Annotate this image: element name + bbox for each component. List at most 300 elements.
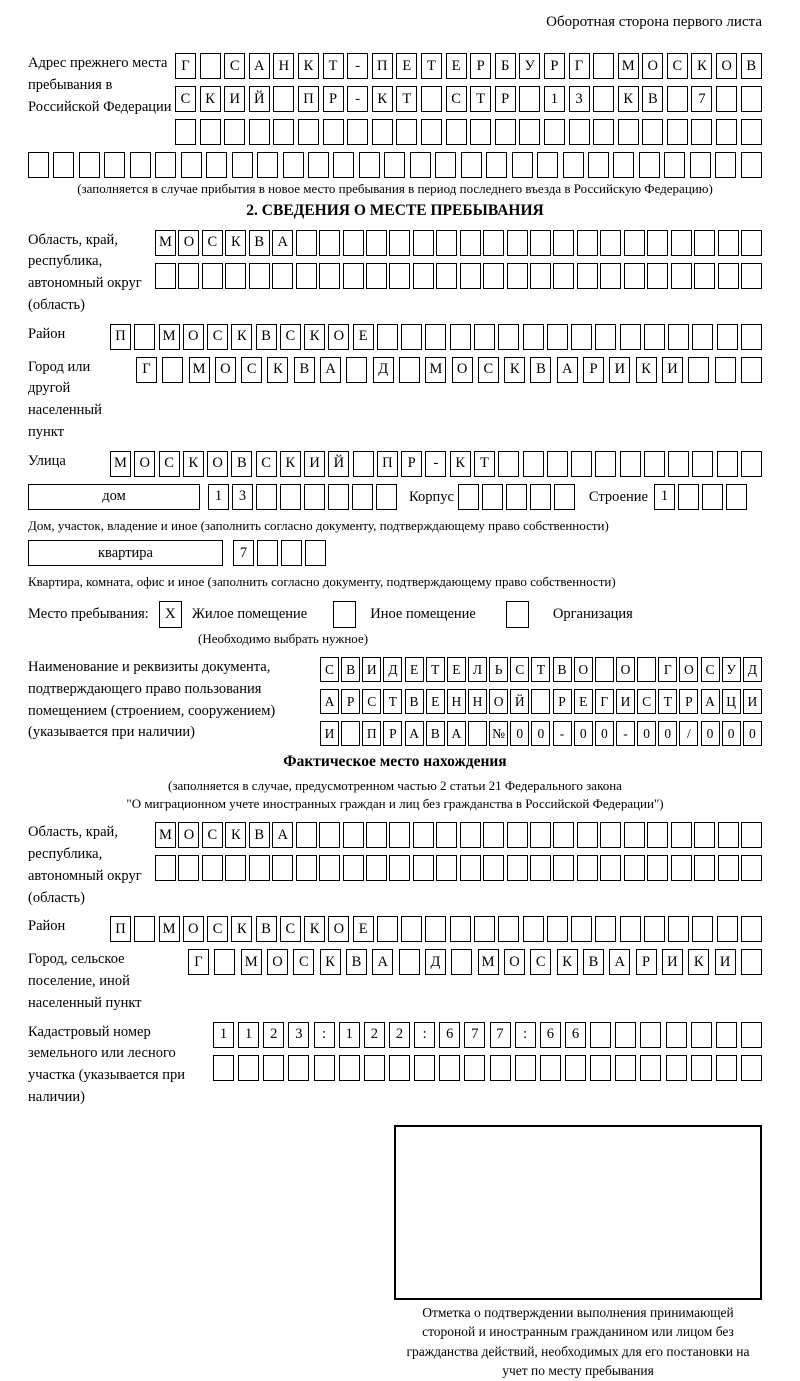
char-cell[interactable]	[273, 119, 294, 145]
char-cell[interactable]	[624, 855, 645, 881]
char-cell[interactable]	[547, 916, 568, 942]
char-cell[interactable]: У	[519, 53, 540, 79]
char-cell[interactable]: Г	[595, 689, 614, 714]
char-cell[interactable]: 0	[510, 721, 529, 746]
char-cell[interactable]: О	[616, 657, 635, 682]
char-cell[interactable]: 1	[654, 484, 675, 510]
char-cell[interactable]: Г	[175, 53, 196, 79]
char-cell[interactable]: О	[328, 916, 349, 942]
char-cell[interactable]: С	[202, 822, 223, 848]
char-cell[interactable]: К	[280, 451, 301, 477]
char-cell[interactable]: Г	[136, 357, 157, 383]
char-cell[interactable]	[718, 263, 739, 289]
char-cell[interactable]	[498, 916, 519, 942]
char-cell[interactable]	[359, 152, 380, 178]
char-cell[interactable]: 1	[208, 484, 229, 510]
char-cell[interactable]	[590, 1022, 611, 1048]
char-cell[interactable]: М	[155, 822, 176, 848]
char-cell[interactable]	[155, 855, 176, 881]
char-cell[interactable]	[647, 230, 668, 256]
char-cell[interactable]: В	[231, 451, 252, 477]
char-cell[interactable]	[384, 152, 405, 178]
char-cell[interactable]: С	[207, 916, 228, 942]
char-cell[interactable]: П	[362, 721, 381, 746]
char-cell[interactable]: Р	[495, 86, 516, 112]
char-cell[interactable]	[436, 855, 457, 881]
char-cell[interactable]	[692, 451, 713, 477]
char-cell[interactable]: С	[667, 53, 688, 79]
char-cell[interactable]	[647, 855, 668, 881]
char-cell[interactable]	[343, 822, 364, 848]
char-cell[interactable]	[553, 855, 574, 881]
char-cell[interactable]: И	[662, 949, 683, 975]
char-cell[interactable]: С	[280, 916, 301, 942]
char-cell[interactable]	[553, 230, 574, 256]
char-cell[interactable]	[305, 540, 326, 566]
char-cell[interactable]: И	[743, 689, 762, 714]
char-cell[interactable]: В	[426, 721, 445, 746]
char-cell[interactable]	[715, 357, 736, 383]
char-cell[interactable]: В	[405, 689, 424, 714]
char-cell[interactable]	[304, 484, 325, 510]
char-cell[interactable]	[716, 1022, 737, 1048]
char-cell[interactable]: 0	[701, 721, 720, 746]
char-cell[interactable]: Г	[569, 53, 590, 79]
char-cell[interactable]: А	[609, 949, 630, 975]
char-cell[interactable]: 0	[595, 721, 614, 746]
char-cell[interactable]	[553, 822, 574, 848]
char-cell[interactable]: О	[716, 53, 737, 79]
char-cell[interactable]	[595, 324, 616, 350]
char-cell[interactable]: С	[478, 357, 499, 383]
char-cell[interactable]	[691, 1022, 712, 1048]
char-cell[interactable]: Й	[510, 689, 529, 714]
char-cell[interactable]	[718, 230, 739, 256]
char-cell[interactable]	[464, 1055, 485, 1081]
char-cell[interactable]: :	[314, 1022, 335, 1048]
char-cell[interactable]: К	[200, 86, 221, 112]
char-cell[interactable]: Н	[468, 689, 487, 714]
char-cell[interactable]: В	[341, 657, 360, 682]
char-cell[interactable]: С	[159, 451, 180, 477]
char-cell[interactable]	[353, 451, 374, 477]
char-cell[interactable]: В	[741, 53, 762, 79]
char-cell[interactable]	[272, 855, 293, 881]
char-cell[interactable]	[595, 916, 616, 942]
char-cell[interactable]	[366, 230, 387, 256]
char-cell[interactable]: О	[183, 916, 204, 942]
char-cell[interactable]: -	[616, 721, 635, 746]
char-cell[interactable]: 3	[569, 86, 590, 112]
char-cell[interactable]	[530, 263, 551, 289]
char-cell[interactable]	[232, 152, 253, 178]
char-cell[interactable]	[178, 263, 199, 289]
char-cell[interactable]	[690, 152, 711, 178]
char-cell[interactable]: Л	[468, 657, 487, 682]
char-cell[interactable]	[343, 230, 364, 256]
char-cell[interactable]	[425, 324, 446, 350]
char-cell[interactable]	[718, 822, 739, 848]
char-cell[interactable]: 7	[490, 1022, 511, 1048]
char-cell[interactable]: В	[249, 230, 270, 256]
char-cell[interactable]	[435, 152, 456, 178]
char-cell[interactable]: Й	[249, 86, 270, 112]
char-cell[interactable]	[668, 324, 689, 350]
char-cell[interactable]: 0	[637, 721, 656, 746]
char-cell[interactable]	[512, 152, 533, 178]
char-cell[interactable]: В	[346, 949, 367, 975]
char-cell[interactable]	[308, 152, 329, 178]
char-cell[interactable]	[507, 822, 528, 848]
char-cell[interactable]	[178, 855, 199, 881]
char-cell[interactable]	[671, 230, 692, 256]
char-cell[interactable]	[547, 324, 568, 350]
char-cell[interactable]	[600, 822, 621, 848]
char-cell[interactable]: В	[642, 86, 663, 112]
char-cell[interactable]: К	[691, 53, 712, 79]
char-cell[interactable]	[577, 230, 598, 256]
char-cell[interactable]: В	[256, 916, 277, 942]
char-cell[interactable]: О	[183, 324, 204, 350]
char-cell[interactable]: 0	[658, 721, 677, 746]
char-cell[interactable]: П	[110, 916, 131, 942]
char-cell[interactable]	[214, 949, 235, 975]
char-cell[interactable]: О	[178, 822, 199, 848]
char-cell[interactable]	[530, 855, 551, 881]
char-cell[interactable]	[399, 949, 420, 975]
char-cell[interactable]: И	[320, 721, 339, 746]
char-cell[interactable]	[296, 263, 317, 289]
char-cell[interactable]	[741, 822, 762, 848]
char-cell[interactable]	[523, 324, 544, 350]
char-cell[interactable]	[213, 1055, 234, 1081]
char-cell[interactable]	[639, 152, 660, 178]
char-cell[interactable]: В	[530, 357, 551, 383]
house-type-box[interactable]: дом	[28, 484, 200, 510]
char-cell[interactable]	[249, 855, 270, 881]
char-cell[interactable]	[450, 916, 471, 942]
char-cell[interactable]	[238, 1055, 259, 1081]
char-cell[interactable]	[577, 263, 598, 289]
char-cell[interactable]: К	[688, 949, 709, 975]
char-cell[interactable]: 0	[743, 721, 762, 746]
char-cell[interactable]	[399, 357, 420, 383]
char-cell[interactable]	[323, 119, 344, 145]
char-cell[interactable]: О	[489, 689, 508, 714]
char-cell[interactable]: О	[452, 357, 473, 383]
char-cell[interactable]: Е	[353, 324, 374, 350]
char-cell[interactable]: С	[224, 53, 245, 79]
char-cell[interactable]: Т	[474, 451, 495, 477]
char-cell[interactable]: М	[618, 53, 639, 79]
char-cell[interactable]: Н	[447, 689, 466, 714]
char-cell[interactable]: 1	[238, 1022, 259, 1048]
checkbox-other-premises[interactable]	[333, 601, 356, 628]
char-cell[interactable]	[624, 822, 645, 848]
char-cell[interactable]: У	[722, 657, 741, 682]
char-cell[interactable]: -	[347, 53, 368, 79]
char-cell[interactable]	[396, 119, 417, 145]
char-cell[interactable]: С	[256, 451, 277, 477]
char-cell[interactable]	[726, 484, 747, 510]
char-cell[interactable]	[439, 1055, 460, 1081]
char-cell[interactable]	[741, 855, 762, 881]
char-cell[interactable]	[664, 152, 685, 178]
char-cell[interactable]	[530, 484, 551, 510]
char-cell[interactable]	[249, 263, 270, 289]
char-cell[interactable]: 6	[439, 1022, 460, 1048]
char-cell[interactable]	[249, 119, 270, 145]
char-cell[interactable]: Е	[447, 657, 466, 682]
char-cell[interactable]: С	[241, 357, 262, 383]
char-cell[interactable]	[134, 916, 155, 942]
char-cell[interactable]: К	[450, 451, 471, 477]
char-cell[interactable]	[389, 263, 410, 289]
char-cell[interactable]	[273, 86, 294, 112]
char-cell[interactable]	[339, 1055, 360, 1081]
char-cell[interactable]: М	[241, 949, 262, 975]
char-cell[interactable]: О	[574, 657, 593, 682]
char-cell[interactable]	[483, 230, 504, 256]
char-cell[interactable]	[531, 689, 550, 714]
char-cell[interactable]	[296, 230, 317, 256]
char-cell[interactable]	[718, 855, 739, 881]
char-cell[interactable]	[553, 263, 574, 289]
char-cell[interactable]: Е	[426, 689, 445, 714]
char-cell[interactable]: К	[618, 86, 639, 112]
char-cell[interactable]: К	[320, 949, 341, 975]
char-cell[interactable]	[647, 263, 668, 289]
char-cell[interactable]	[593, 86, 614, 112]
char-cell[interactable]: 7	[464, 1022, 485, 1048]
char-cell[interactable]	[637, 657, 656, 682]
char-cell[interactable]	[666, 1022, 687, 1048]
char-cell[interactable]	[554, 484, 575, 510]
char-cell[interactable]	[413, 230, 434, 256]
char-cell[interactable]: П	[110, 324, 131, 350]
char-cell[interactable]	[644, 451, 665, 477]
char-cell[interactable]: А	[701, 689, 720, 714]
char-cell[interactable]	[436, 822, 457, 848]
char-cell[interactable]: 0	[722, 721, 741, 746]
char-cell[interactable]	[460, 855, 481, 881]
char-cell[interactable]	[298, 119, 319, 145]
char-cell[interactable]: И	[224, 86, 245, 112]
char-cell[interactable]	[483, 855, 504, 881]
char-cell[interactable]: П	[298, 86, 319, 112]
char-cell[interactable]	[366, 855, 387, 881]
char-cell[interactable]: Р	[383, 721, 402, 746]
char-cell[interactable]	[389, 822, 410, 848]
char-cell[interactable]	[421, 86, 442, 112]
char-cell[interactable]	[666, 1055, 687, 1081]
char-cell[interactable]	[421, 119, 442, 145]
char-cell[interactable]	[694, 263, 715, 289]
char-cell[interactable]	[565, 1055, 586, 1081]
char-cell[interactable]	[389, 230, 410, 256]
char-cell[interactable]: К	[225, 230, 246, 256]
char-cell[interactable]	[741, 324, 762, 350]
char-cell[interactable]: -	[425, 451, 446, 477]
char-cell[interactable]	[671, 263, 692, 289]
apartment-type-box[interactable]: квартира	[28, 540, 223, 566]
char-cell[interactable]	[544, 119, 565, 145]
char-cell[interactable]: К	[557, 949, 578, 975]
char-cell[interactable]: П	[372, 53, 393, 79]
char-cell[interactable]	[741, 451, 762, 477]
char-cell[interactable]	[595, 657, 614, 682]
char-cell[interactable]	[692, 916, 713, 942]
char-cell[interactable]: Ь	[489, 657, 508, 682]
char-cell[interactable]	[389, 1055, 410, 1081]
char-cell[interactable]	[341, 721, 360, 746]
char-cell[interactable]	[694, 822, 715, 848]
char-cell[interactable]: Т	[421, 53, 442, 79]
char-cell[interactable]: К	[225, 822, 246, 848]
char-cell[interactable]: Д	[425, 949, 446, 975]
char-cell[interactable]	[401, 324, 422, 350]
char-cell[interactable]	[716, 86, 737, 112]
char-cell[interactable]: К	[304, 324, 325, 350]
char-cell[interactable]	[376, 484, 397, 510]
char-cell[interactable]: И	[715, 949, 736, 975]
char-cell[interactable]: К	[231, 916, 252, 942]
char-cell[interactable]	[640, 1055, 661, 1081]
char-cell[interactable]: 0	[574, 721, 593, 746]
char-cell[interactable]	[618, 119, 639, 145]
char-cell[interactable]	[486, 152, 507, 178]
char-cell[interactable]: /	[679, 721, 698, 746]
char-cell[interactable]: К	[298, 53, 319, 79]
char-cell[interactable]	[600, 263, 621, 289]
char-cell[interactable]	[446, 119, 467, 145]
char-cell[interactable]	[225, 263, 246, 289]
char-cell[interactable]	[613, 152, 634, 178]
char-cell[interactable]	[319, 822, 340, 848]
char-cell[interactable]	[281, 540, 302, 566]
char-cell[interactable]	[642, 119, 663, 145]
char-cell[interactable]	[495, 119, 516, 145]
char-cell[interactable]	[620, 916, 641, 942]
char-cell[interactable]	[283, 152, 304, 178]
char-cell[interactable]	[319, 263, 340, 289]
char-cell[interactable]: Д	[743, 657, 762, 682]
char-cell[interactable]	[741, 119, 762, 145]
char-cell[interactable]: О	[642, 53, 663, 79]
char-cell[interactable]	[483, 263, 504, 289]
char-cell[interactable]: О	[328, 324, 349, 350]
char-cell[interactable]: Е	[405, 657, 424, 682]
char-cell[interactable]: Т	[383, 689, 402, 714]
char-cell[interactable]: К	[372, 86, 393, 112]
char-cell[interactable]	[436, 230, 457, 256]
char-cell[interactable]: Т	[323, 53, 344, 79]
char-cell[interactable]: :	[515, 1022, 536, 1048]
char-cell[interactable]: А	[405, 721, 424, 746]
char-cell[interactable]: А	[320, 357, 341, 383]
char-cell[interactable]: С	[280, 324, 301, 350]
char-cell[interactable]	[588, 152, 609, 178]
char-cell[interactable]	[590, 1055, 611, 1081]
char-cell[interactable]	[460, 263, 481, 289]
char-cell[interactable]: К	[504, 357, 525, 383]
char-cell[interactable]	[257, 152, 278, 178]
char-cell[interactable]	[716, 1055, 737, 1081]
char-cell[interactable]	[490, 1055, 511, 1081]
char-cell[interactable]	[547, 451, 568, 477]
char-cell[interactable]: Г	[188, 949, 209, 975]
char-cell[interactable]: Р	[323, 86, 344, 112]
char-cell[interactable]: С	[510, 657, 529, 682]
char-cell[interactable]	[79, 152, 100, 178]
char-cell[interactable]	[162, 357, 183, 383]
char-cell[interactable]: С	[701, 657, 720, 682]
char-cell[interactable]	[741, 86, 762, 112]
char-cell[interactable]: И	[304, 451, 325, 477]
char-cell[interactable]	[498, 451, 519, 477]
char-cell[interactable]	[425, 916, 446, 942]
char-cell[interactable]	[483, 822, 504, 848]
char-cell[interactable]	[364, 1055, 385, 1081]
char-cell[interactable]	[460, 822, 481, 848]
char-cell[interactable]: С	[446, 86, 467, 112]
char-cell[interactable]	[717, 451, 738, 477]
char-cell[interactable]	[401, 916, 422, 942]
char-cell[interactable]: 3	[232, 484, 253, 510]
char-cell[interactable]: Д	[373, 357, 394, 383]
char-cell[interactable]	[571, 916, 592, 942]
char-cell[interactable]	[225, 855, 246, 881]
char-cell[interactable]	[702, 484, 723, 510]
char-cell[interactable]: 2	[364, 1022, 385, 1048]
char-cell[interactable]	[436, 263, 457, 289]
char-cell[interactable]	[741, 263, 762, 289]
char-cell[interactable]	[694, 855, 715, 881]
char-cell[interactable]	[615, 1055, 636, 1081]
char-cell[interactable]: А	[557, 357, 578, 383]
char-cell[interactable]: И	[609, 357, 630, 383]
char-cell[interactable]: 1	[339, 1022, 360, 1048]
char-cell[interactable]: 2	[263, 1022, 284, 1048]
char-cell[interactable]: С	[320, 657, 339, 682]
char-cell[interactable]	[537, 152, 558, 178]
char-cell[interactable]	[414, 1055, 435, 1081]
char-cell[interactable]	[202, 855, 223, 881]
char-cell[interactable]: К	[636, 357, 657, 383]
char-cell[interactable]	[468, 721, 487, 746]
char-cell[interactable]: О	[178, 230, 199, 256]
char-cell[interactable]: 6	[540, 1022, 561, 1048]
char-cell[interactable]	[470, 119, 491, 145]
char-cell[interactable]	[343, 263, 364, 289]
char-cell[interactable]	[461, 152, 482, 178]
char-cell[interactable]: И	[616, 689, 635, 714]
char-cell[interactable]: С	[293, 949, 314, 975]
char-cell[interactable]	[280, 484, 301, 510]
char-cell[interactable]	[498, 324, 519, 350]
char-cell[interactable]: Е	[353, 916, 374, 942]
char-cell[interactable]	[366, 263, 387, 289]
char-cell[interactable]	[715, 152, 736, 178]
char-cell[interactable]	[507, 263, 528, 289]
char-cell[interactable]	[691, 119, 712, 145]
char-cell[interactable]	[200, 53, 221, 79]
char-cell[interactable]	[202, 263, 223, 289]
char-cell[interactable]	[134, 324, 155, 350]
char-cell[interactable]: М	[155, 230, 176, 256]
char-cell[interactable]: Р	[544, 53, 565, 79]
checkbox-residential[interactable]: X	[159, 601, 182, 628]
